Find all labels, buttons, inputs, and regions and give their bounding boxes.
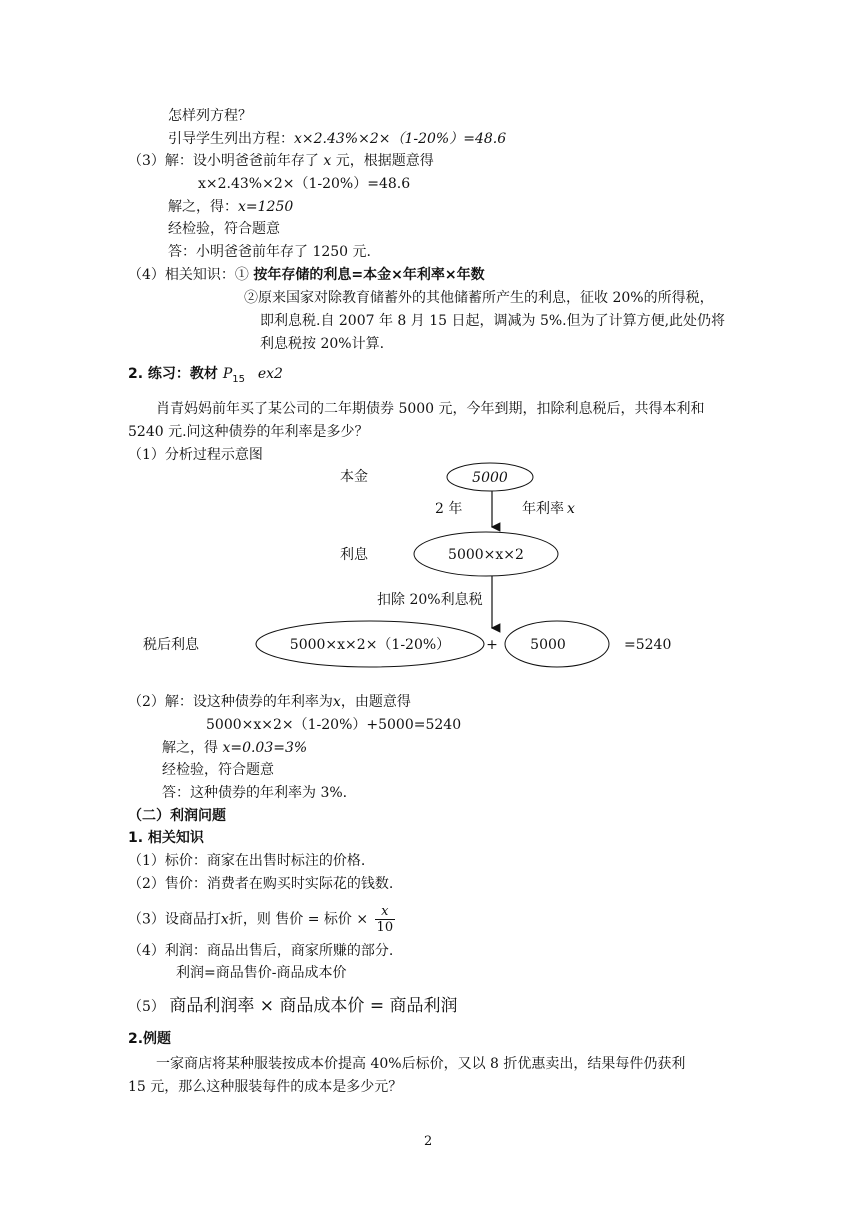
- variable: x: [220, 911, 229, 928]
- text-span: （4）相关知识：①: [128, 267, 249, 283]
- variable: x: [332, 694, 341, 710]
- rate-var: x: [567, 501, 575, 517]
- plus-sign: +: [486, 637, 498, 653]
- variable: x: [323, 153, 332, 169]
- equation: 5000×x×2×（1-20%）+5000=5240: [206, 717, 462, 733]
- knowledge-item: （2）售价：消费者在购买时实际花的钱数.: [128, 876, 394, 892]
- text-line: [128, 151, 434, 171]
- interest-label: 利息: [340, 547, 368, 563]
- profit-rate-formula: 商品利润率 × 商品成本价 = 商品利润: [169, 996, 458, 1016]
- text-span: 引导学生列出方程：: [168, 131, 294, 147]
- rate-text: 年利率: [522, 501, 564, 517]
- principal-label: 本金: [340, 469, 368, 485]
- text-span: 元，根据题意得: [335, 153, 434, 169]
- text-line: 即利息税.自 2007 年 8 月 15 日起，调减为 5%.但为了计算方便,此处仍将: [260, 313, 726, 329]
- ref-sub: 15: [232, 373, 245, 385]
- ref-ex: ex2: [257, 366, 283, 382]
- heading-text: 2. 练习：教材: [128, 366, 218, 382]
- text-line: 答：小明爸爸前年存了 1250 元.: [168, 244, 371, 260]
- text-span: （3）设商品打: [128, 911, 221, 928]
- equation: x×2.43%×2×（1-20%）=48.6: [294, 131, 507, 147]
- text-span: 折，则: [228, 911, 271, 928]
- price-formula: 售价 = 标价 ×: [275, 911, 369, 928]
- subsection-heading: 1. 相关知识: [128, 830, 204, 846]
- profit-formula: 利润=商品售价-商品成本价: [176, 965, 347, 981]
- rate-label: [522, 500, 575, 517]
- knowledge-item: [128, 904, 395, 935]
- after-tax-label: 税后利息: [143, 637, 199, 653]
- problem-text: 5240 元.问这种债券的年利率是多少？: [128, 424, 369, 440]
- text-line: 经检验，符合题意: [162, 762, 274, 778]
- solution-value: x=1250: [238, 199, 294, 215]
- problem-text: 肖青妈妈前年买了某公司的二年期债券 5000 元，今年到期，扣除利息税后，共得本利和: [156, 401, 705, 417]
- knowledge-item: [128, 994, 457, 1018]
- principal-again: 5000: [530, 637, 566, 653]
- text-span: ，由题意得: [340, 694, 411, 710]
- page-number: 2: [424, 1134, 433, 1149]
- text-span: 解之，得: [162, 740, 218, 756]
- key-formula: 按年存储的利息=本金×年利率×年数: [253, 267, 485, 283]
- section-heading: [128, 364, 283, 390]
- principal-value: 5000: [472, 470, 508, 486]
- knowledge-item: （1）标价：商家在出售时标注的价格.: [128, 853, 366, 869]
- fraction-numerator: x: [375, 904, 396, 920]
- interest-expr: 5000×x×2: [448, 547, 524, 563]
- text-span: （2）解：设这种债券的年利率为: [128, 694, 333, 710]
- ref-p: P: [222, 366, 233, 382]
- text-span: 解之，得：: [168, 199, 238, 215]
- after-tax-expr: 5000×x×2×（1-20%）: [289, 637, 451, 653]
- text-span: （3）解：设小明爸爸前年存了: [128, 153, 319, 169]
- solution-value: x=0.03=3%: [222, 740, 308, 756]
- analysis-label: （1）分析过程示意图: [128, 447, 263, 463]
- text-line: [128, 692, 411, 712]
- analysis-diagram: [0, 455, 860, 690]
- years-label: 2 年: [435, 501, 463, 517]
- text-line: 怎样列方程？: [168, 108, 252, 124]
- text-line: [128, 265, 485, 285]
- equation: x×2.43%×2×（1-20%）=48.6: [198, 176, 411, 192]
- text-line: 答：这种债券的年利率为 3%.: [162, 785, 348, 801]
- section-title: （二）利润问题: [128, 808, 226, 824]
- example-text: 15 元，那么这种服装每件的成本是多少元？: [128, 1079, 403, 1095]
- tax-label: 扣除 20%利息税: [377, 592, 483, 608]
- fraction-denominator: 10: [376, 920, 394, 935]
- text-line: 经检验，符合题意: [168, 221, 280, 237]
- result: =5240: [624, 637, 672, 653]
- fraction: [375, 904, 396, 935]
- text-line: [168, 129, 506, 149]
- subsection-heading: 2.例题: [128, 1031, 172, 1047]
- text-line: [162, 738, 307, 758]
- knowledge-item: （4）利润：商品出售后，商家所赚的部分.: [128, 943, 394, 959]
- text-line: 利息税按 20%计算.: [260, 336, 385, 352]
- text-line: ②原来国家对除教育储蓄外的其他储蓄所产生的利息，征收 20%的所得税，: [244, 290, 714, 306]
- text-line: [168, 197, 293, 217]
- text-span: （5）: [128, 999, 165, 1015]
- example-text: 一家商店将某种服装按成本价提高 40%后标价，又以 8 折优惠卖出，结果每件仍获利: [156, 1056, 686, 1072]
